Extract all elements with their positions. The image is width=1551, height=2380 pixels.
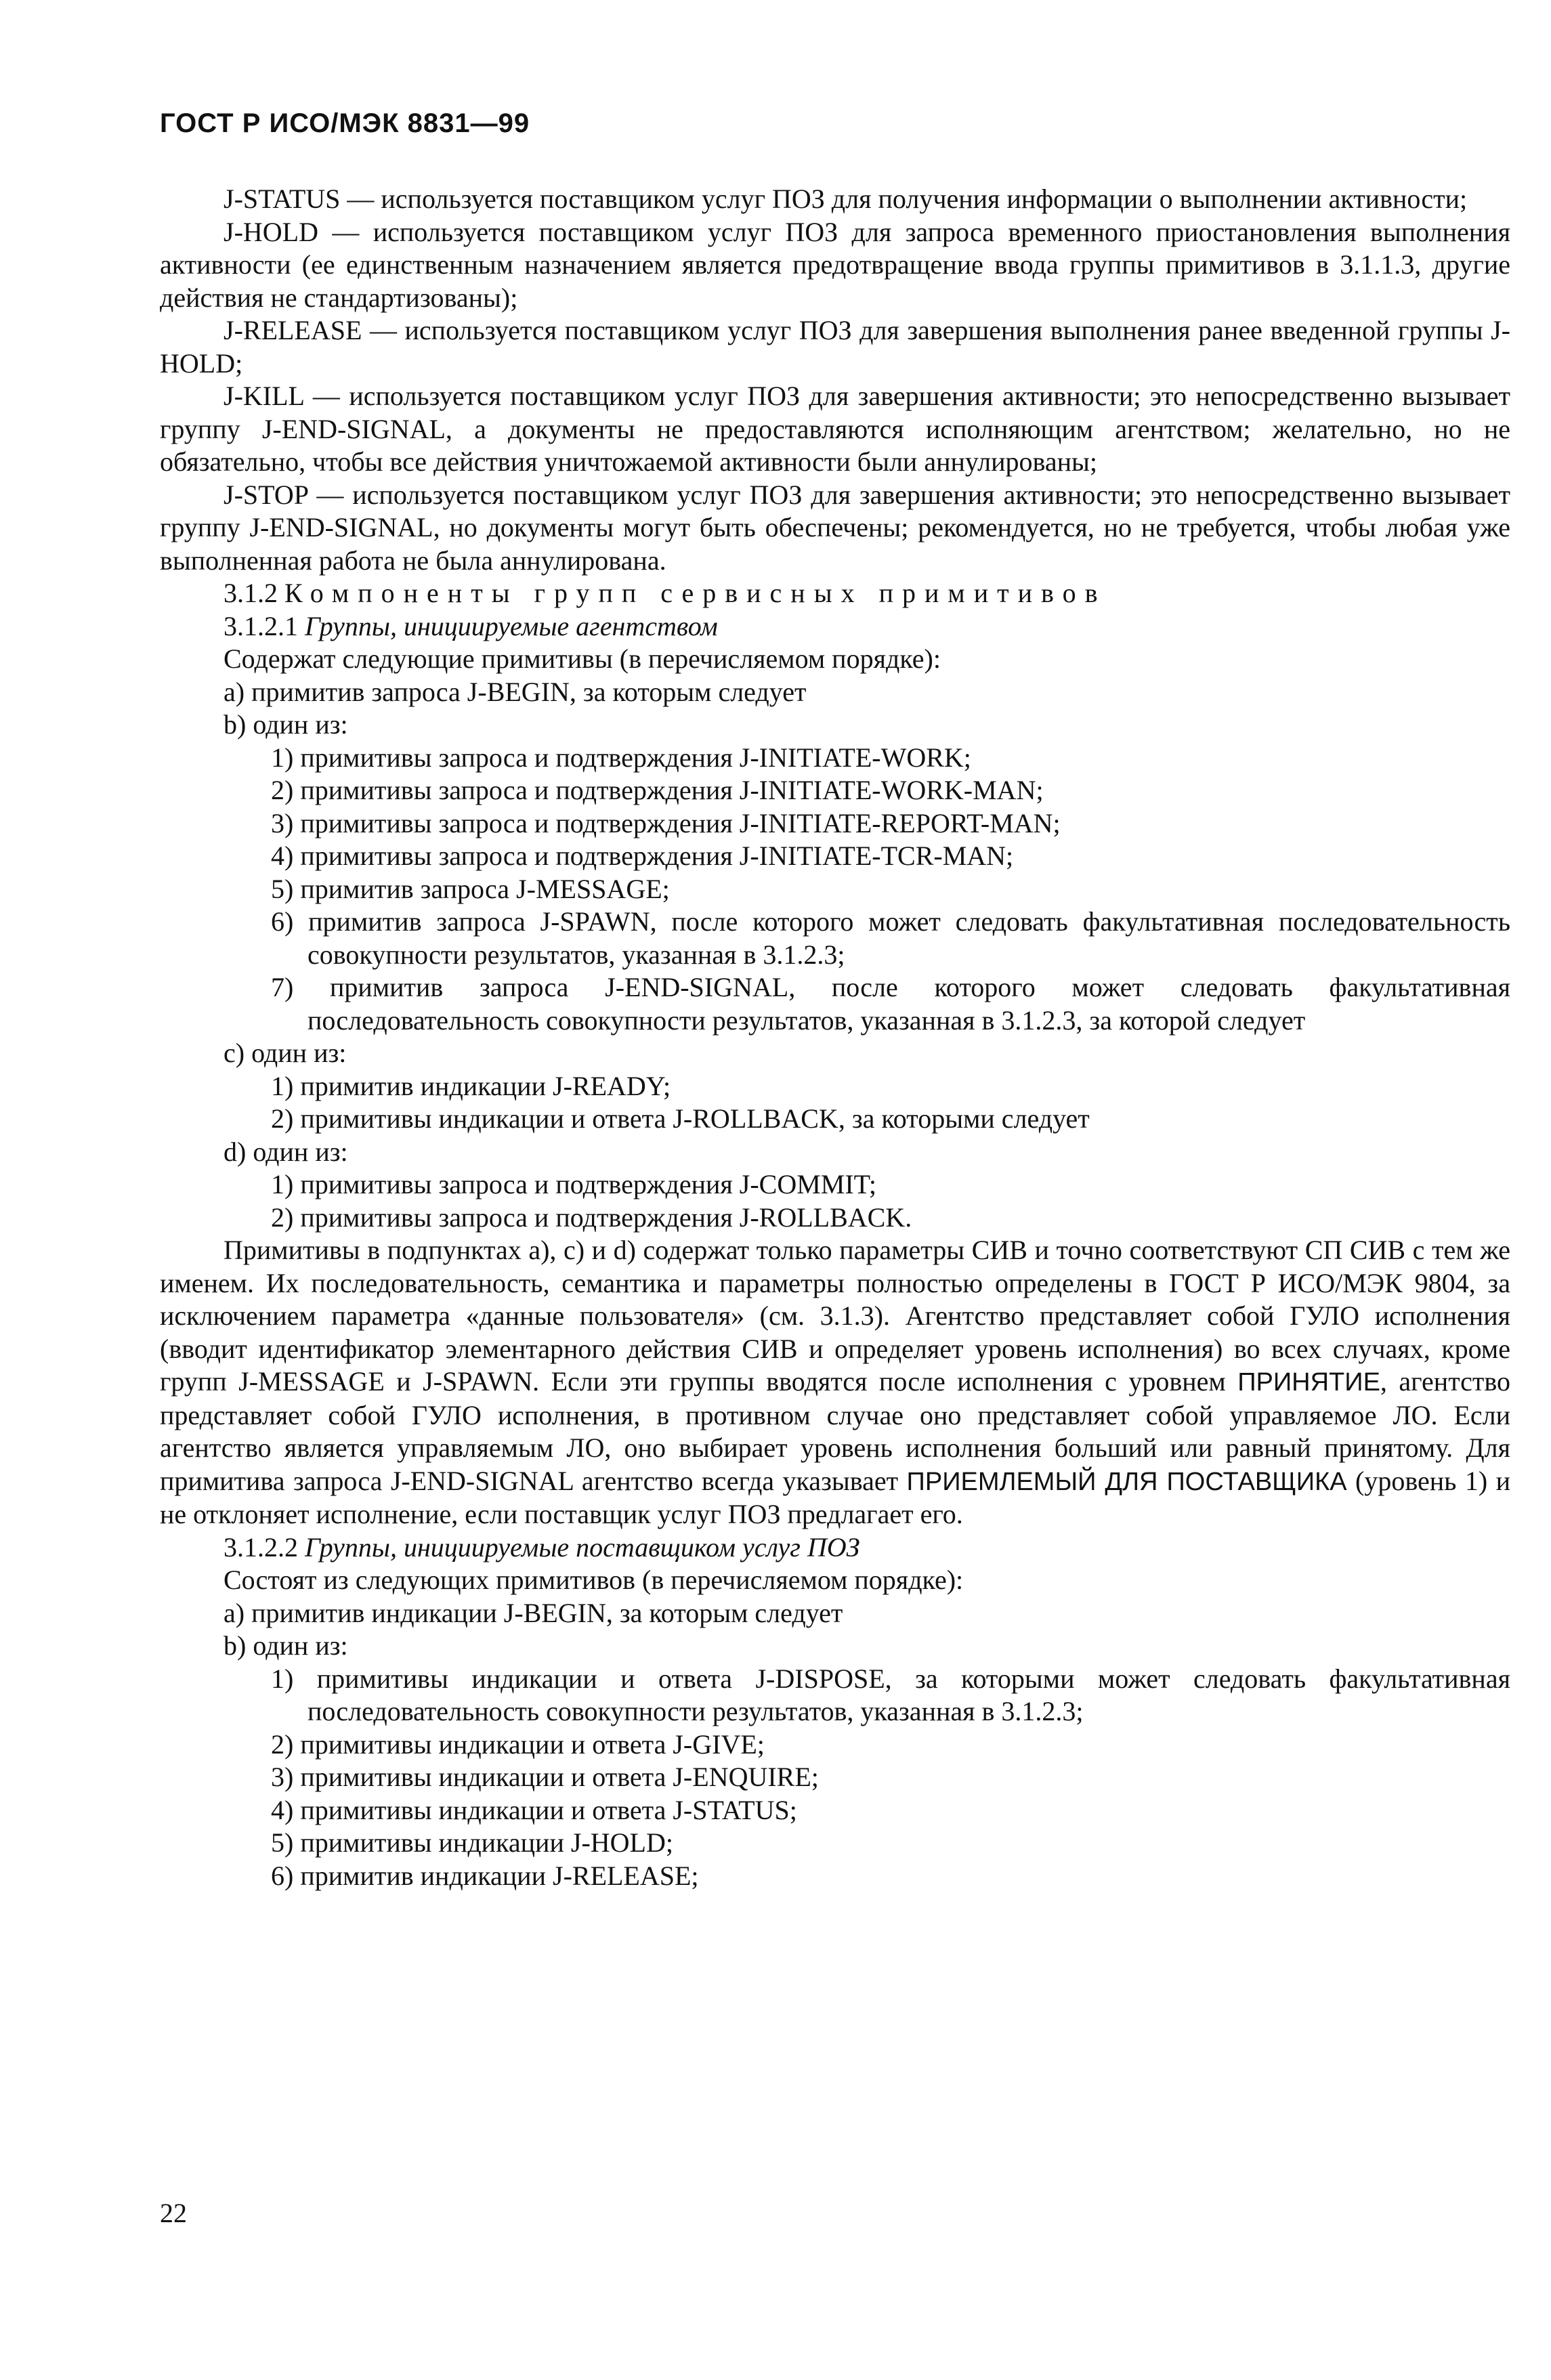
list-item: 2) примитивы индикации и ответа J-GIVE; [271, 1728, 765, 1760]
list-item: 1) примитивы запроса и подтверждения J-INITIATE-WORK; [271, 742, 971, 773]
section-number: 3.1.2.1 [224, 610, 298, 641]
section-title: Компоненты групп сервисных примитивов [284, 578, 1107, 608]
list-item: 5) примитив запроса J-MESSAGE; [271, 873, 670, 904]
list-item-d: d) один из: [224, 1136, 348, 1167]
list-item-c: c) один из: [224, 1038, 347, 1068]
list-item-a: a) примитив индикации J-BEGIN, за которым следует [224, 1597, 843, 1628]
document-body [160, 183, 1510, 1892]
list-item: 6) примитив индикации J-RELEASE; [271, 1860, 699, 1891]
section-intro: Состоят из следующих примитивов (в перечисляемом порядке): [224, 1565, 964, 1595]
list-item: 4) примитивы индикации и ответа J-STATUS; [271, 1794, 797, 1825]
list-item-b: b) один из: [224, 709, 348, 740]
paragraph-text: , агентство представляет собой ГУЛО исполнения, в противном случае оно представляет собой управляемое ЛО. Если агентство является управляемым ЛО, оно выбирает уровень исполнения больший или равный принятому. Для примитива запроса J-END-SIGNAL агентство всегда указывает [160, 1366, 1511, 1496]
list-item: 5) примитивы индикации J-HOLD; [271, 1827, 673, 1858]
section-number: 3.1.2 [224, 578, 278, 608]
list-item: 3) примитивы запроса и подтверждения J-INITIATE-REPORT-MAN; [271, 807, 1061, 838]
list-item-b: b) один из: [224, 1630, 348, 1661]
list-item: 2) примитивы запроса и подтверждения J-INITIATE-WORK-MAN; [271, 775, 1044, 805]
section-heading-3-1-2 [160, 577, 1510, 610]
section-title: Группы, инициируемые поставщиком услуг ПОЗ [305, 1531, 860, 1563]
document-header: ГОСТ Р ИСО/МЭК 8831—99 [160, 108, 530, 138]
paragraph-primitives [160, 1234, 1510, 1531]
section-heading-3-1-2-1 [160, 610, 1510, 643]
section-heading-3-1-2-2 [160, 1531, 1510, 1565]
section-number: 3.1.2.2 [224, 1531, 298, 1563]
list-item: 1) примитивы запроса и подтверждения J-COMMIT; [271, 1169, 877, 1199]
definition-j-kill: J-KILL — используется поставщиком услуг ПОЗ для завершения активности; это непосредственно вызывает группу J-END-SIGNAL, а документы не предоставляются исполняющим агентством; желательно, но не обязательно, чтобы все действия уничтожаемой активности были аннулированы; [160, 381, 1510, 477]
list-item: 2) примитивы запроса и подтверждения J-ROLLBACK. [271, 1202, 912, 1233]
keyword-acceptable-to-provider: ПРИЕМЛЕМЫЙ ДЛЯ ПОСТАВЩИКА [906, 1467, 1347, 1496]
paragraph-text: Примитивы в подпунктах а), с) и d) содержат только параметры СИВ и точно соответствуют СП СИВ с тем же именем. Их последовательность, семантика и параметры полностью определены в ГОСТ Р ИСО/МЭК 9804, за исключением параметра «данные пользователя» (см. 3.1.3). Агентство представляет собой ГУЛО исполнения (вводит идентификатор элементарного действия СИВ и определяет уровень исполнения) во всех случаях, кроме групп J-MESSAGE и J-SPAWN. Если эти группы вводятся после исполнения с уровнем [160, 1235, 1510, 1397]
list-item: 6) примитив запроса J-SPAWN, после которого может следовать факультативная последовательность совокупности результатов, указанная в 3.1.2.3; [271, 906, 1510, 970]
paragraph-text: (уровень 1) и не отклоняет исполнение, если поставщик услуг ПОЗ предлагает его. [160, 1465, 1511, 1529]
list-item: 1) примитив индикации J-READY; [271, 1070, 671, 1101]
definition-j-stop: J-STOP — используется поставщиком услуг ПОЗ для завершения активности; это непосредственно вызывает группу J-END-SIGNAL, но документы могут быть обеспечены; рекомендуется, но не требуется, чтобы любая уже выполненная работа не была аннулирована. [160, 479, 1510, 576]
section-title: Группы, инициируемые агентством [305, 610, 718, 641]
definition-j-hold: J-HOLD — используется поставщиком услуг ПОЗ для запроса временного приостановления выполнения активности (ее единственным назначением является предотвращение ввода группы примитивов в 3.1.1.3, другие действия не стандартизованы); [160, 216, 1510, 313]
list-item: 3) примитивы индикации и ответа J-ENQUIRE; [271, 1762, 819, 1792]
list-item: 7) примитив запроса J-END-SIGNAL, после которого может следовать факультативная последовательность совокупности результатов, указанная в 3.1.2.3, за которой следует [271, 972, 1510, 1036]
page-number: 22 [160, 2198, 187, 2228]
list-item: 4) примитивы запроса и подтверждения J-INITIATE-TCR-MAN; [271, 841, 1014, 871]
list-item: 2) примитивы индикации и ответа J-ROLLBACK, за которыми следует [271, 1103, 1090, 1134]
definition-j-status: J-STATUS — используется поставщиком услуг ПОЗ для получения информации о выполнении активности; [224, 184, 1468, 214]
keyword-accept: ПРИНЯТИЕ [1237, 1368, 1380, 1397]
list-item: 1) примитивы индикации и ответа J-DISPOSE, за которыми может следовать факультативная последовательность совокупности результатов, указанная в 3.1.2.3; [271, 1663, 1510, 1726]
list-item-a: a) примитив запроса J-BEGIN, за которым следует [224, 676, 807, 707]
section-intro: Содержат следующие примитивы (в перечисляемом порядке): [224, 643, 941, 674]
definition-j-release: J-RELEASE — используется поставщиком услуг ПОЗ для завершения выполнения ранее введенной группы J-HOLD; [160, 315, 1510, 379]
